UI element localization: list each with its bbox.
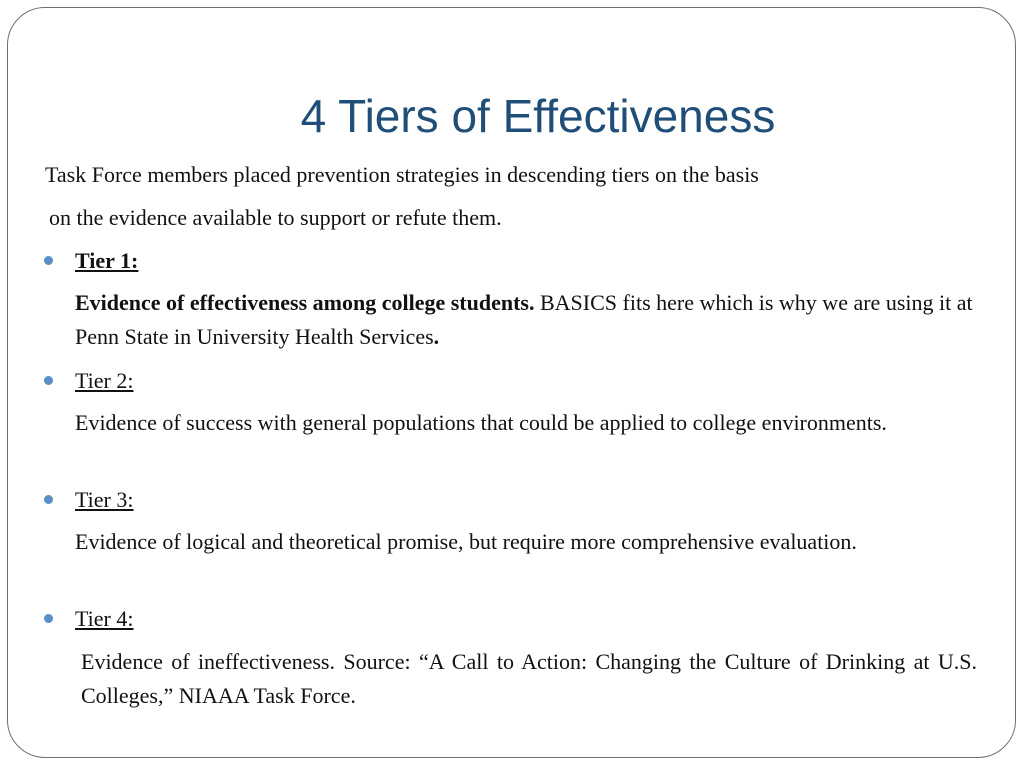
intro-text-line-1: Task Force members placed prevention strategies in descending tiers on the basis xyxy=(45,162,759,187)
tier-2-description: Evidence of success with general populations that could be applied to college environments. xyxy=(75,410,887,435)
tier-4-description: Evidence of ineffectiveness. Source: “A Call to Action: Changing the Culture of Drinking at U.S. Colleges,” NIAAA Task Force. xyxy=(81,649,977,708)
tier-1-description-end: . xyxy=(433,324,440,349)
bullet-dot-icon xyxy=(44,495,53,504)
slide-title: 4 Tiers of Effectiveness xyxy=(300,90,776,142)
tier-1-description-rest: BASICS fits here which is why we are using it at Penn State in University Health Services xyxy=(75,290,973,349)
intro-text-line-2: on the evidence available to support or refute them. xyxy=(49,205,502,230)
tier-4-label: Tier 4: xyxy=(75,606,134,631)
tier-3-label: Tier 3: xyxy=(75,487,134,512)
bullet-dot-icon xyxy=(44,614,53,623)
bullet-dot-icon xyxy=(44,256,53,265)
tier-1-description-bold: Evidence of effectiveness among college students. xyxy=(75,290,535,315)
tier-1-description xyxy=(75,286,975,354)
tier-1-label: Tier 1: xyxy=(75,248,139,273)
tier-3-description: Evidence of logical and theoretical promise, but require more comprehensive evaluation. xyxy=(75,529,857,554)
bullet-dot-icon xyxy=(44,376,53,385)
tier-2-label: Tier 2: xyxy=(75,368,134,393)
